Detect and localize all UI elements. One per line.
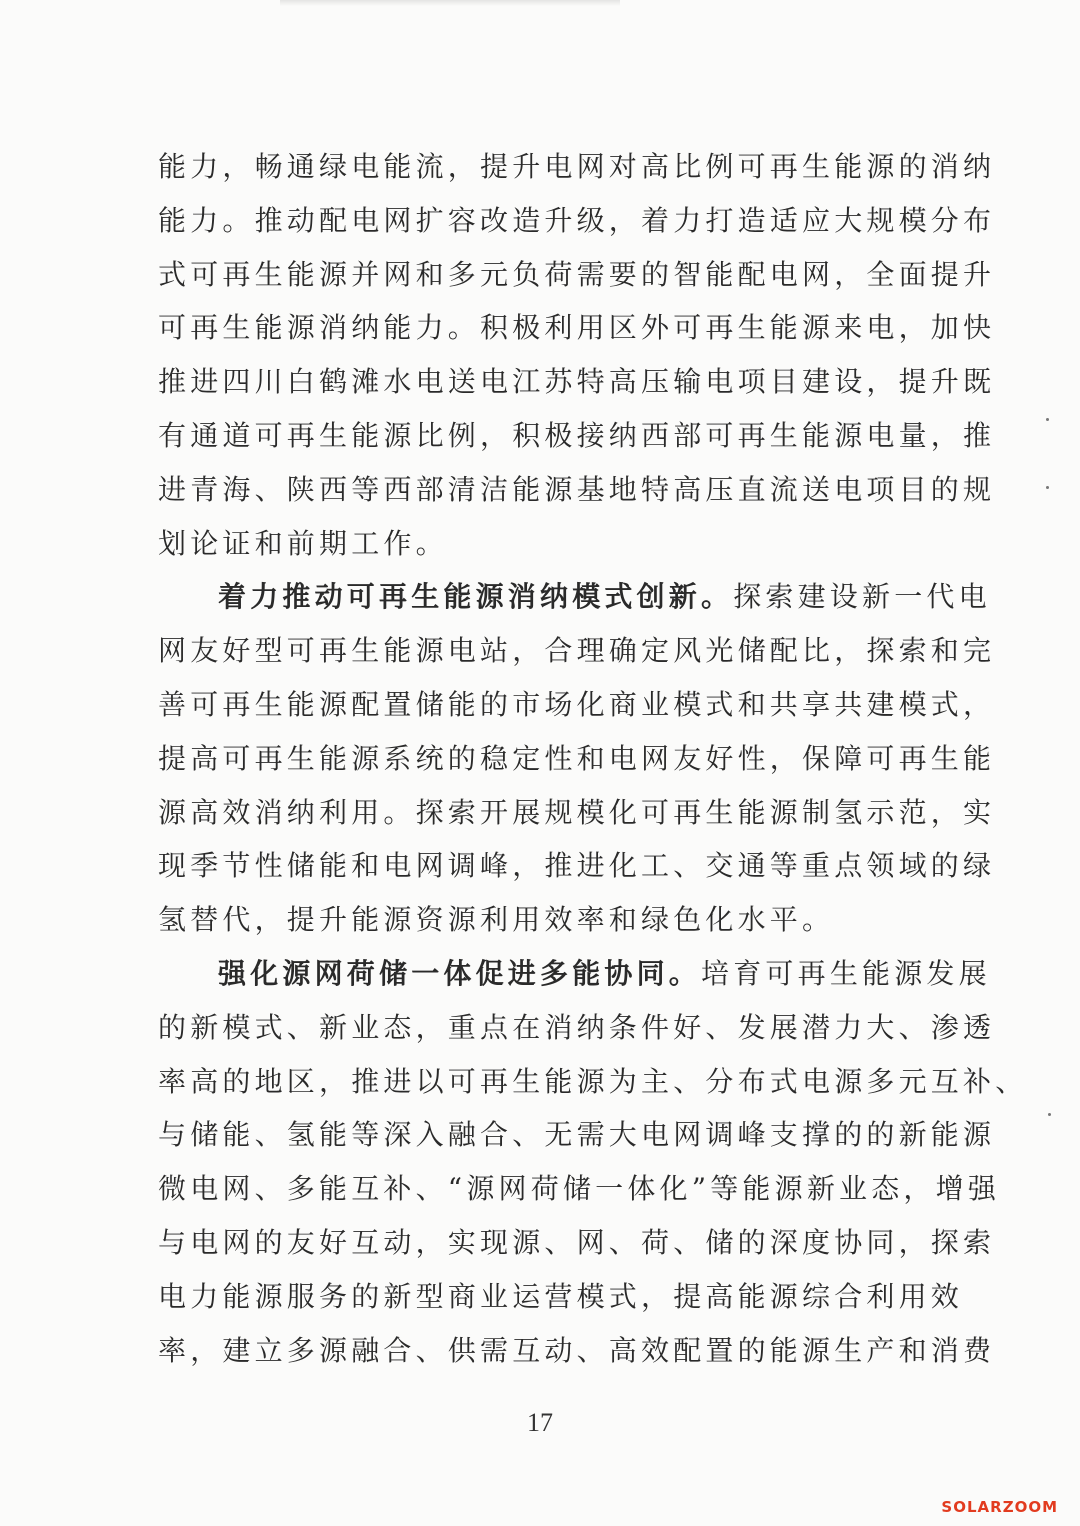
scan-speck xyxy=(1048,1113,1051,1116)
text-line: 进青海、陕西等西部清洁能源基地特高压直流送电项目的规 xyxy=(158,472,996,506)
text-line: 电力能源服务的新型商业运营模式，提高能源综合利用效 xyxy=(158,1279,964,1313)
text-fragment: 探索建设新一代电 xyxy=(733,580,991,614)
text-line: 提高可再生能源系统的稳定性和电网友好性，保障可再生能 xyxy=(158,741,996,775)
text-line: 能力，畅通绿电能流，提升电网对高比例可再生能源的消纳 xyxy=(158,150,996,183)
text-line: 率高的地区，推进以可再生能源为主、分布式电源多元互补、 xyxy=(158,1064,1028,1098)
text-line: 源高效消纳利用。探索开展规模化可再生能源制氢示范，实 xyxy=(158,795,996,829)
text-line: 推进四川白鹤滩水电送电江苏特高压输电项目建设，提升既 xyxy=(158,365,996,399)
text-line: 氢替代，提升能源资源利用效率和绿色化水平。 xyxy=(158,903,835,937)
text-line: 率，建立多源融合、供需互动、高效配置的能源生产和消费 xyxy=(158,1333,996,1367)
paragraph-heading: 强化源网荷储一体促进多能协同。 xyxy=(218,956,702,990)
text-line: 现季节性储能和电网调峰，推进化工、交通等重点领域的绿 xyxy=(158,849,996,883)
text-fragment: 培育可再生能源发展 xyxy=(701,956,991,990)
paragraph-first-line xyxy=(158,570,991,624)
text-line: 微电网、多能互补、“源网荷储一体化”等能源新业态，增强 xyxy=(158,1172,1001,1206)
text-line: 网友好型可再生能源电站，合理确定风光储配比，探索和完 xyxy=(158,634,996,668)
page-number: 17 xyxy=(527,1408,553,1437)
text-line: 可再生能源消纳能力。积极利用区外可再生能源来电，加快 xyxy=(158,311,996,345)
text-line: 有通道可再生能源比例，积极接纳西部可再生能源电量，推 xyxy=(158,418,996,452)
scan-speck xyxy=(1046,418,1049,421)
text-line: 善可再生能源配置储能的市场化商业模式和共享共建模式， xyxy=(158,687,996,721)
text-line: 与储能、氢能等深入融合、无需大电网调峰支撑的的新能源 xyxy=(158,1118,996,1152)
watermark-logo: SOLARZOOM xyxy=(941,1498,1058,1516)
paragraph-first-line xyxy=(158,947,991,1001)
text-line: 的新模式、新业态，重点在消纳条件好、发展潜力大、渗透 xyxy=(158,1010,996,1044)
paragraph-heading: 着力推动可再生能源消纳模式创新。 xyxy=(218,580,734,614)
text-line: 划论证和前期工作。 xyxy=(158,526,448,560)
text-line: 能力。推动配电网扩容改造升级，着力打造适应大规模分布 xyxy=(158,203,996,237)
scan-edge xyxy=(280,0,620,6)
text-line: 与电网的友好互动，实现源、网、荷、储的深度协同，探索 xyxy=(158,1225,996,1259)
scan-speck xyxy=(1046,486,1049,489)
text-line: 式可再生能源并网和多元负荷需要的智能配电网，全面提升 xyxy=(158,257,996,291)
body-text xyxy=(158,140,1028,1377)
